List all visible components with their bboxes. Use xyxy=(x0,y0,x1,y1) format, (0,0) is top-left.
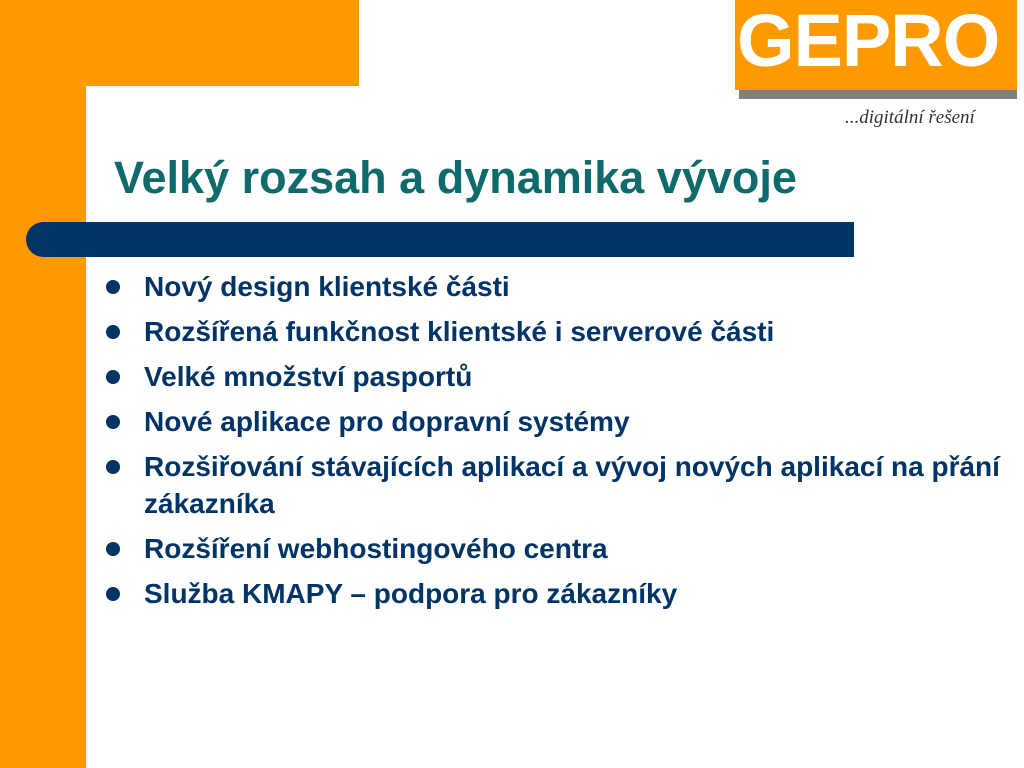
bullet-item xyxy=(104,575,1004,612)
bullet-list xyxy=(104,268,1004,620)
bullet-dot-icon xyxy=(106,460,120,474)
bullet-item xyxy=(104,530,1004,567)
title-underline-bar xyxy=(26,222,854,257)
bullet-text: Rozšiřování stávajících aplikací a vývoj nových aplikací na přání zákazníka xyxy=(144,451,1000,519)
bullet-dot-icon xyxy=(106,415,120,429)
bullet-text: Nové aplikace pro dopravní systémy xyxy=(144,406,630,437)
gepro-logo xyxy=(735,0,1024,136)
bullet-item xyxy=(104,313,1004,350)
logo-underline-bar xyxy=(739,90,1017,99)
bullet-text: Rozšíření webhostingového centra xyxy=(144,533,608,564)
logo-wordmark xyxy=(735,0,1017,90)
bullet-dot-icon xyxy=(106,370,120,384)
bullet-text: Rozšířená funkčnost klientské i serverové části xyxy=(144,316,775,347)
logo-name: GEPRO xyxy=(737,0,1000,82)
bullet-dot-icon xyxy=(106,280,120,294)
logo-tagline: ...digitální řešení xyxy=(845,107,975,128)
bullet-item xyxy=(104,268,1004,305)
bullet-item xyxy=(104,403,1004,440)
orange-top-band xyxy=(0,0,359,86)
bullet-dot-icon xyxy=(106,587,120,601)
slide-title: Velký rozsah a dynamika vývoje xyxy=(114,152,797,203)
bullet-item xyxy=(104,358,1004,395)
bullet-dot-icon xyxy=(106,542,120,556)
bullet-text: Nový design klientské části xyxy=(144,271,510,302)
bullet-text: Služba KMAPY – podpora pro zákazníky xyxy=(144,578,678,609)
bullet-text: Velké množství pasportů xyxy=(144,361,473,392)
bullet-dot-icon xyxy=(106,325,120,339)
bullet-item xyxy=(104,448,1004,522)
orange-side-band xyxy=(0,0,86,768)
